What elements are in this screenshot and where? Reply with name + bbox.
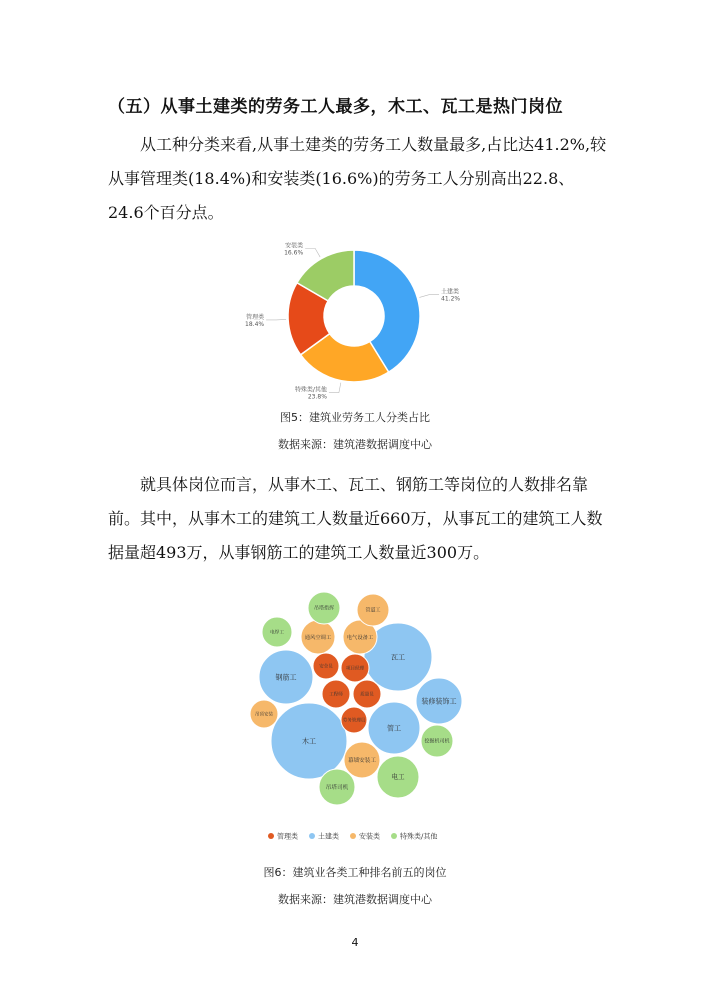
bubble-label: 电焊工 bbox=[269, 630, 285, 636]
section-heading: （五）从事土建类的劳务工人最多，木工、瓦工是热门岗位 bbox=[108, 97, 563, 117]
legend-swatch bbox=[309, 833, 315, 839]
figure5-caption: 图5：建筑业劳务工人分类占比 bbox=[280, 411, 430, 424]
legend-label: 安装类 bbox=[359, 832, 380, 841]
bubble-label: 装修装饰工 bbox=[421, 697, 457, 706]
bubble-label: 电气设备工 bbox=[346, 634, 374, 641]
bubble-label: 钢筋工 bbox=[275, 673, 297, 682]
legend-swatch bbox=[391, 833, 397, 839]
bubble-label: 瓦工 bbox=[391, 653, 405, 662]
paragraph-1-text: 从工种分类来看,从事土建类的劳务工人数量最多,占比达41.2%,较从事管理类(18.4%)和安装类(16.6%)的劳务工人分别高出22.8、24.6个百分点。 bbox=[108, 135, 607, 222]
bubble-label: 吊塔指挥 bbox=[313, 605, 335, 612]
figure5-source: 数据来源：建筑港数据调度中心 bbox=[278, 438, 432, 451]
bubble-label: 吊塔司机 bbox=[325, 784, 349, 791]
bubble-label: 幕墙安装工 bbox=[347, 757, 377, 764]
bubble-label: 电工 bbox=[391, 773, 405, 782]
bubble-label: 工程师 bbox=[329, 692, 343, 698]
bubble-label: 木工 bbox=[302, 737, 316, 746]
bubble-label: 质量员 bbox=[360, 692, 374, 698]
paragraph-2-text: 就具体岗位而言，从事木工、瓦工、钢筋工等岗位的人数排名靠前。其中，从事木工的建筑工人数量近660万，从事瓦工的建筑工人数据量超493万，从事钢筋工的建筑工人数量近300万。 bbox=[108, 475, 603, 562]
legend-swatch bbox=[268, 833, 274, 839]
legend-label: 管理类 bbox=[277, 832, 298, 841]
donut-slice-value: 23.8% bbox=[307, 393, 327, 400]
bubble-label: 项目经理 bbox=[346, 666, 364, 672]
donut-slice-label: 管理类 bbox=[246, 313, 265, 321]
legend-label: 土建类 bbox=[318, 832, 339, 841]
donut-slice-label: 特殊类/其他 bbox=[294, 386, 327, 394]
bubble-label: 管道工 bbox=[365, 607, 381, 614]
figure6-source: 数据来源：建筑港数据调度中心 bbox=[278, 893, 432, 906]
bubble-label: 吊顶安装 bbox=[255, 712, 273, 718]
donut-slice-value: 16.6% bbox=[284, 249, 304, 257]
bubble-label: 安全员 bbox=[319, 664, 333, 670]
page-number: 4 bbox=[351, 936, 359, 949]
figure6-caption: 图6：建筑业各类工种排名前五的岗位 bbox=[263, 866, 447, 879]
legend-label: 特殊类/其他 bbox=[400, 832, 438, 841]
donut-slice-label: 安装类 bbox=[285, 242, 304, 250]
bubble-label: 挖掘机司机 bbox=[424, 738, 450, 745]
donut-slice-value: 18.4% bbox=[245, 320, 265, 328]
bubble-label: 通风空调工 bbox=[304, 634, 332, 641]
legend-swatch bbox=[350, 833, 356, 839]
donut-slice-value: 41.2% bbox=[441, 295, 461, 303]
bubble-label: 劳务管理员 bbox=[342, 718, 366, 724]
donut-slice-label: 土建类 bbox=[441, 288, 460, 296]
bubble-label: 管工 bbox=[387, 724, 401, 733]
